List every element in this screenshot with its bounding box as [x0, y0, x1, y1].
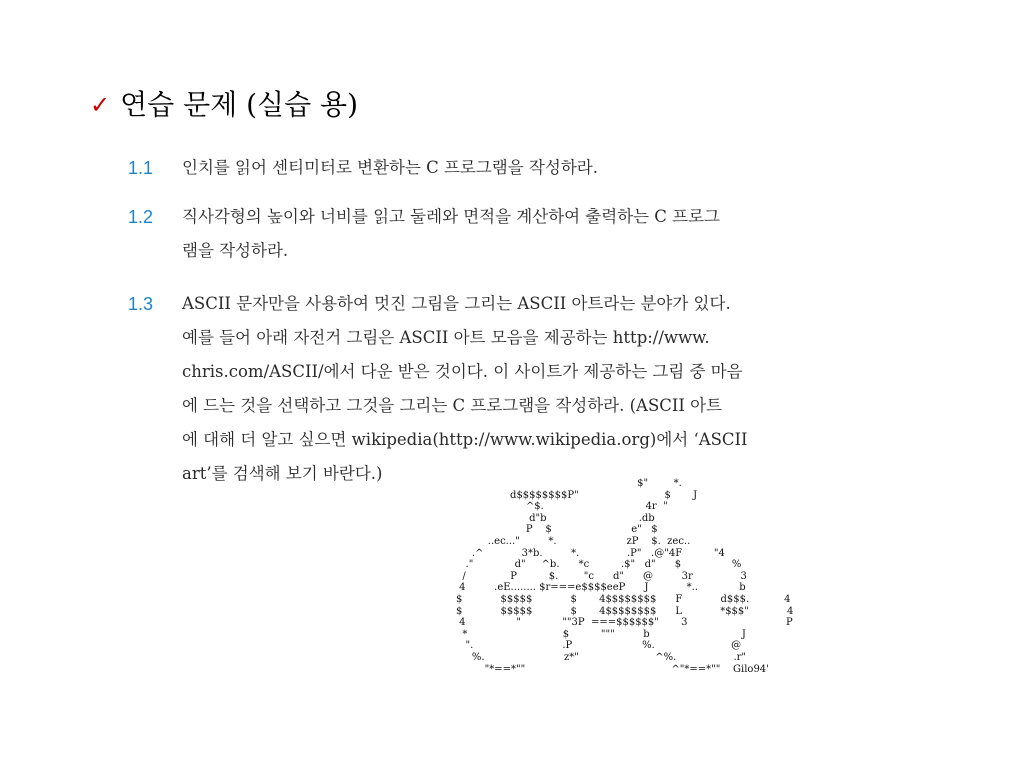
checkmark-icon: ✓	[90, 90, 111, 119]
problem-line: 예를 들어 아래 자전거 그림은 ASCII 아트 모음을 제공하는 http://www.	[182, 328, 710, 347]
problem-1-2	[128, 200, 838, 268]
problem-number: 1.2	[128, 207, 154, 227]
problem-line: art’를 검색해 보기 바란다.)	[182, 464, 383, 483]
problem-text	[182, 287, 838, 491]
slide-title: 연습 문제 (실습 용)	[120, 88, 358, 121]
problem-number: 1.3	[128, 294, 154, 314]
problem-text	[182, 200, 838, 268]
problem-1-1	[128, 151, 838, 185]
problem-line: 램을 작성하라.	[182, 241, 289, 260]
problem-line: 에 대해 더 알고 싶으면 wikipedia(http://www.wikipedia.org)에서 ‘ASCII	[182, 430, 748, 449]
problem-number: 1.1	[128, 158, 154, 178]
problem-1-3	[128, 287, 838, 491]
bicycle-ascii-art: $" *. d$$$$$$$$P" $ J ^$. 4r " d"b .db P $ e" $ ..ec..." *. zP $. zec.. .^ 3*b. *. .P" .@"4F "4 ." d" ^b. *c .$" d" $ % / P $. "c d" @ 3r 3 4 .eE........ $r===e$$$$eeP J *.. b $ $$$$$ $ 4$$$$$$$$ F d$$$. 4 $ $$$$$ $ 4$$$$$$$$ L *$$$" 4 4 " ""3P ===$$$$$$" 3 P * $ """ b J ". .P %. @ %. z*" ^%. .r" "*==*"" ^"*==*"" Gilo94'	[456, 478, 794, 675]
problem-line: 인치를 읽어 센티미터로 변환하는 C 프로그램을 작성하라.	[182, 158, 598, 177]
problem-line: 직사각형의 높이와 너비를 읽고 둘레와 면적을 계산하여 출력하는 C 프로그	[182, 207, 720, 226]
problem-line: ASCII 문자만을 사용하여 멋진 그림을 그리는 ASCII 아트라는 분야가 있다.	[182, 294, 731, 313]
slide-heading	[90, 88, 358, 122]
problem-line: 에 드는 것을 선택하고 그것을 그리는 C 프로그램을 작성하라. (ASCII 아트	[182, 396, 723, 415]
problem-text	[182, 151, 838, 185]
problem-line: chris.com/ASCII/에서 다운 받은 것이다. 이 사이트가 제공하는 그림 중 마음	[182, 362, 743, 381]
